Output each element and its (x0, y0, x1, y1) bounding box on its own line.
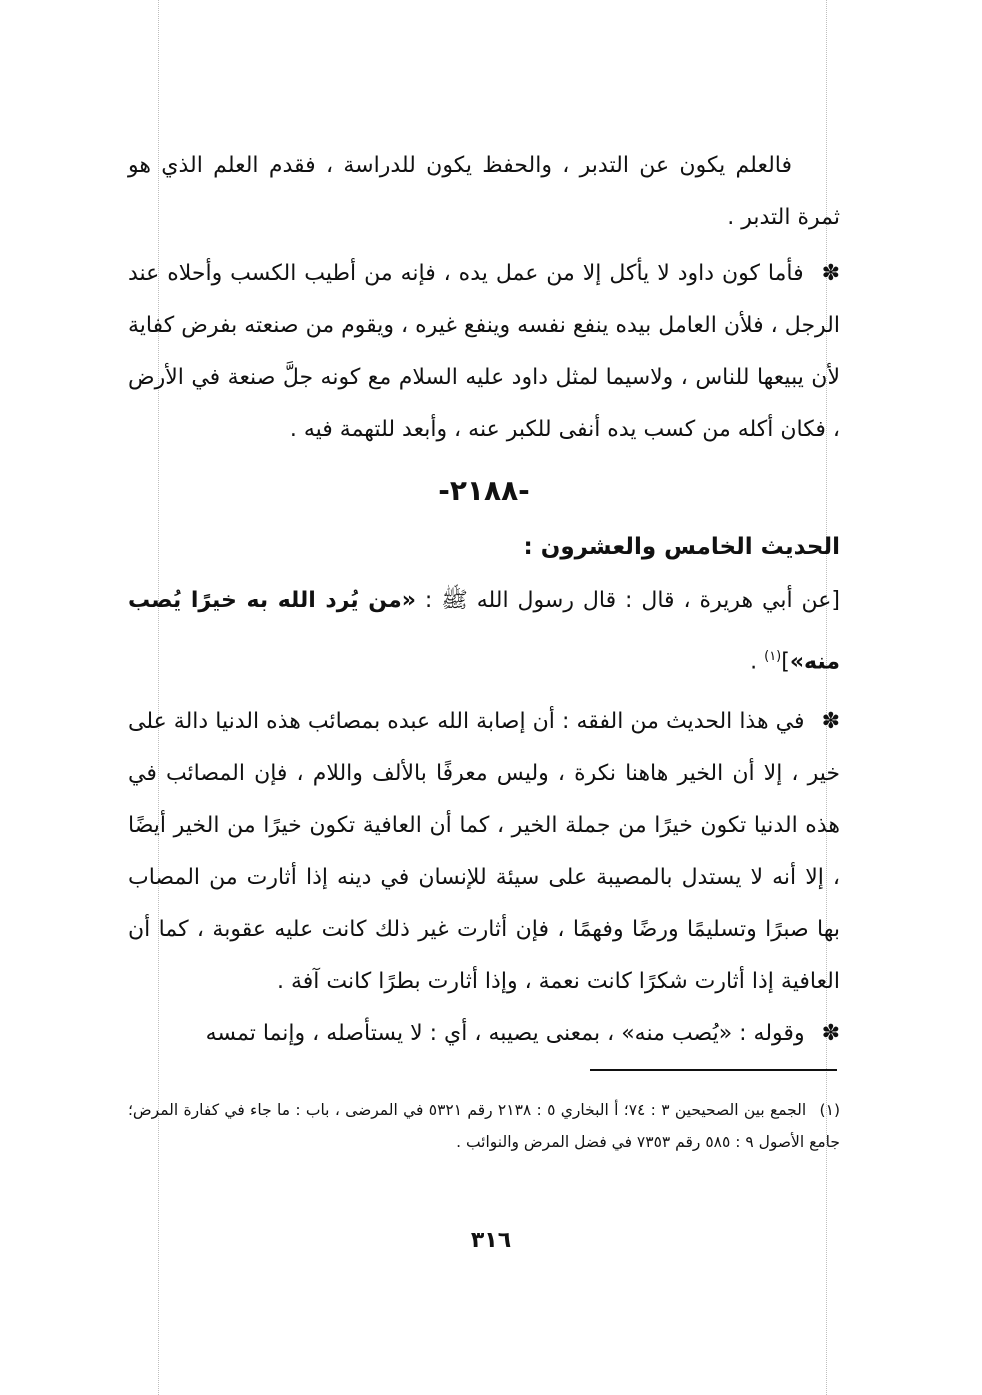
star-bullet-icon: ✽ (821, 1021, 840, 1047)
fiqh-paragraph-text: في هذا الحديث من الفقه : أن إصابة الله عبده بمصائب هذه الدنيا دالة على خير ، إلا أن الخير هاهنا نكرة ، وليس معرفًا بالألف واللام ، فإن المصائب في هذه الدنيا تكون خيرًا من جملة الخير ، كما أن العافية تكون خيرًا من الخير أيضًا ، إلا أنه لا يستدل بالمصيبة على سيئة للإنسان في دينه إذا أثارت من المصاب بها صبرًا وتسليمًا ورضًا وفهمًا ، فإن أثارت غير ذلك كانت عليه عقوبة ، كما أن العافية إذا أثارت شكرًا كانت نعمة ، وإذا أثارت بطرًا كانت آفة . (128, 709, 840, 995)
hadith-narrator: [عن أبي هريرة ، قال : قال رسول الله ﷺ : (424, 588, 840, 613)
star-bullet-icon: ✽ (821, 261, 840, 286)
page-number: ٣١٦ (470, 1228, 512, 1253)
section-title: الحديث الخامس والعشرون : (523, 534, 840, 560)
dawud-paragraph (128, 248, 840, 456)
hadith-end: . (750, 649, 765, 675)
hadith-quote: «من يُرد الله به خيرًا يُصب منه» (128, 588, 840, 675)
hadith-number: -٢١٨٨- (438, 474, 530, 507)
footnote-divider (590, 1069, 837, 1071)
fiqh-paragraph (128, 696, 840, 1008)
footnote-item (128, 1094, 840, 1158)
hadith-text (128, 573, 840, 690)
dawud-paragraph-text: فأما كون داود لا يأكل إلا من عمل يده ، فإنه من أطيب الكسب وأحلاه عند الرجل ، فلأن العامل بيده ينفع نفسه وينفع غيره ، ويقوم من صنعته بفرض كفاية لأن يبيعها للناس ، ولاسيما لمثل داود عليه السلام مع كونه جلَّ صنعة في الأرض ، فكان أكله من كسب يده أنفى للكبر عنه ، وأبعد للتهمة فيه . (128, 261, 840, 442)
footnotes (128, 1094, 840, 1158)
page-body (128, 140, 840, 1060)
qawluh-paragraph (128, 1008, 840, 1060)
qawluh-paragraph-text: وقوله : «يُصب منه» ، بمعنى يصيبه ، أي : لا يستأصله ، وإنما تمسه (205, 1021, 805, 1047)
footnote-text: الجمع بين الصحيحين ٣ : ٧٤؛ أ البخاري ٥ : ٢١٣٨ رقم ٥٣٢١ في المرضى ، باب : ما جاء في كفارة المرض؛ جامع الأصول ٩ : ٥٨٥ رقم ٧٣٥٣ في فضل المرض والنوائب . (128, 1101, 840, 1151)
footnote-number: (١) (819, 1101, 840, 1119)
hadith-close-bracket: ] (781, 649, 790, 675)
intro-paragraph: فالعلم يكون عن التدبر ، والحفظ يكون للدراسة ، فقدم العلم الذي هو ثمرة التدبر . (128, 153, 840, 230)
footnote-reference[interactable]: (١) (764, 649, 782, 664)
star-bullet-icon: ✽ (821, 709, 840, 735)
